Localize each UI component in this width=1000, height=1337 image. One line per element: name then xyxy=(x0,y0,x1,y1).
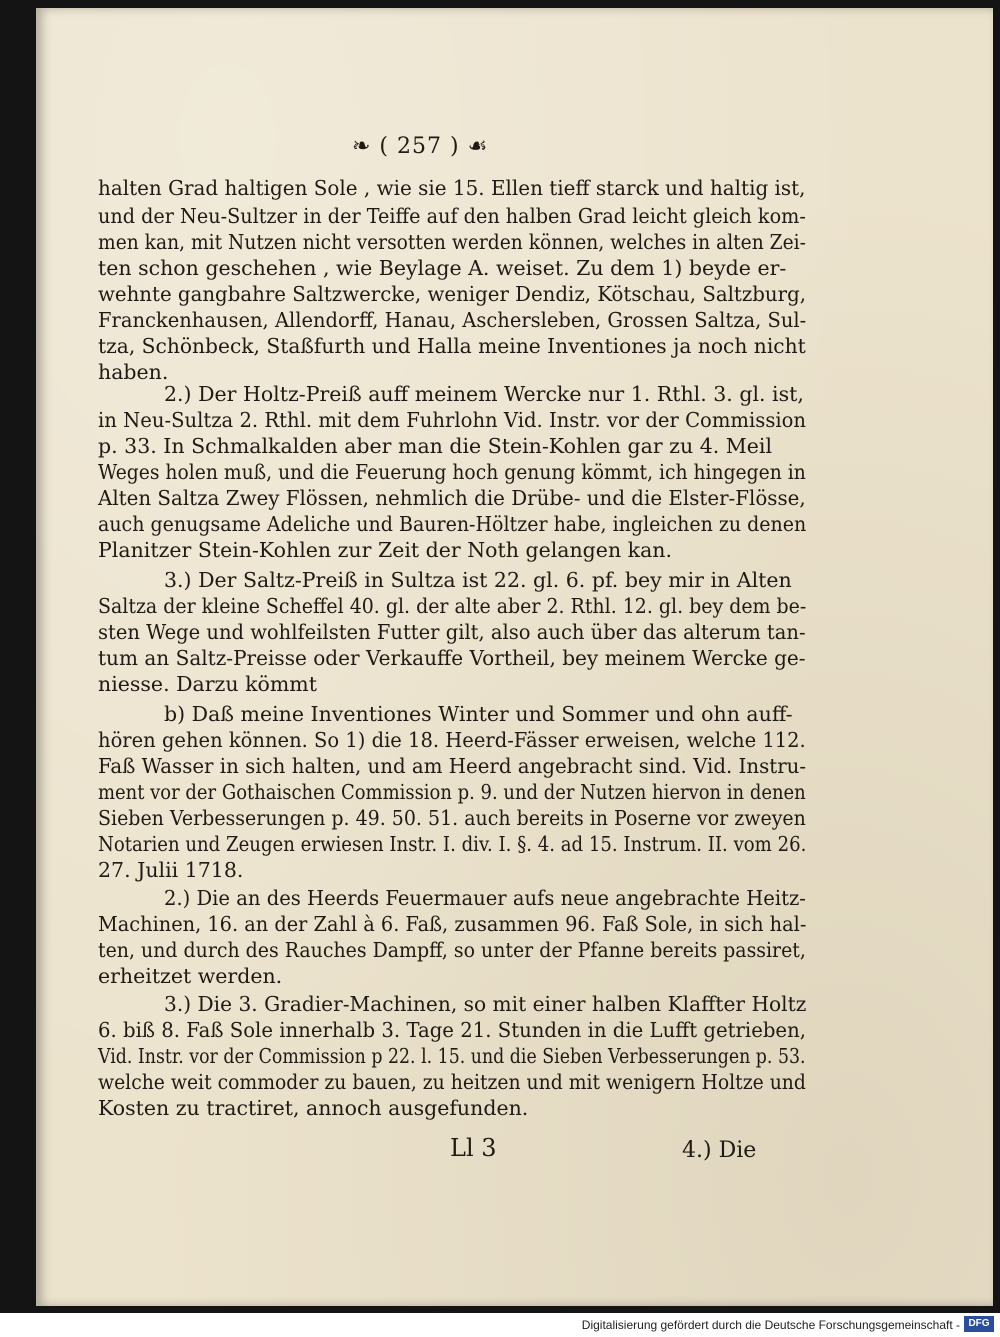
text-line: 3.) Die 3. Gradier-Machinen, so mit einer halben Klaffter Holtz xyxy=(164,992,807,1016)
text-line: Planitzer Stein-Kohlen zur Zeit der Noth gelangen kan. xyxy=(98,538,673,562)
text-line: ment vor der Gothaischen Commission p. 9. und der Nutzen hiervon in denen xyxy=(98,780,806,804)
text-line: Notarien und Zeugen erwiesen Instr. I. div. I. §. 4. ad 15. Instrum. II. vom 26. xyxy=(98,832,807,856)
text-line: 2.) Der Holtz-Preiß auff meinem Wercke nur 1. Rthl. 3. gl. ist, xyxy=(164,382,804,406)
signature-mark: Ll 3 xyxy=(450,1134,497,1162)
text-line: tza, Schönbeck, Staßfurth und Halla meine Inventiones ja noch nicht xyxy=(98,334,806,358)
text-line: Vid. Instr. vor der Commission p 22. l. 15. und die Sieben Verbesserungen p. 53. xyxy=(98,1044,806,1068)
text-line: sten Wege und wohlfeilsten Futter gilt, also auch über das alterum tan- xyxy=(98,620,806,644)
book-page xyxy=(36,8,993,1306)
text-line: Alten Saltza Zwey Flössen, nehmlich die Drübe- und die Elster-Flösse, xyxy=(98,486,806,510)
text-line: Sieben Verbesserungen p. 49. 50. 51. auch bereits in Poserne vor zweyen xyxy=(98,806,806,830)
text-line: erheitzet werden. xyxy=(98,964,283,988)
text-line: und der Neu-Sultzer in der Teiffe auf den halben Grad leicht gleich kom- xyxy=(98,204,806,228)
text-line: ten schon geschehen , wie Beylage A. weiset. Zu dem 1) beyde er- xyxy=(98,256,787,280)
text-line: ten, und durch des Rauches Dampff, so unter der Pfanne bereits passiret, xyxy=(98,938,806,962)
text-line: b) Daß meine Inventiones Winter und Sommer und ohn auff- xyxy=(164,702,793,726)
text-line: auch genugsame Adeliche und Bauren-Höltzer habe, ingleichen zu denen xyxy=(98,512,807,536)
text-line: 2.) Die an des Heerds Feuermauer aufs neue angebrachte Heitz- xyxy=(164,886,806,910)
text-line: Saltza der kleine Scheffel 40. gl. der alte aber 2. Rthl. 12. gl. bey dem be- xyxy=(98,594,807,618)
text-line: haben. xyxy=(98,360,169,384)
text-line: halten Grad haltigen Sole , wie sie 15. Ellen tieff starck und haltig ist, xyxy=(98,176,806,200)
catchword: 4.) Die xyxy=(682,1138,757,1163)
text-line: welche weit commoder zu bauen, zu heitzen und mit wenigern Holtze und xyxy=(98,1070,806,1094)
text-line: Kosten zu tractiret, annoch ausgefunden. xyxy=(98,1096,529,1120)
text-line: niesse. Darzu kömmt xyxy=(98,672,317,696)
text-line: Franckenhausen, Allendorff, Hanau, Aschersleben, Grossen Saltza, Sul- xyxy=(98,308,807,332)
text-line: hören gehen können. So 1) die 18. Heerd-Fässer erweisen, welche 112. xyxy=(98,728,806,752)
text-line: men kan, mit Nutzen nicht versotten werden können, welches in alten Zei- xyxy=(98,230,806,254)
text-line: 27. Julii 1718. xyxy=(98,858,244,882)
dfg-logo-icon: DFG xyxy=(964,1316,994,1332)
funding-notice: Digitalisierung gefördert durch die Deutsche Forschungsgemeinschaft - xyxy=(581,1318,960,1332)
text-line: Weges holen muß, und die Feuerung hoch genung kömmt, ich hingegen in xyxy=(98,460,806,484)
text-line: in Neu-Sultza 2. Rthl. mit dem Fuhrlohn Vid. Instr. vor der Commission xyxy=(98,408,807,432)
text-line: p. 33. In Schmalkalden aber man die Stein-Kohlen gar zu 4. Meil xyxy=(98,434,773,458)
page-header: ❧ ( 257 ) ☙ xyxy=(352,134,489,159)
text-line: tum an Saltz-Preisse oder Verkauffe Vortheil, bey meinem Wercke ge- xyxy=(98,646,806,670)
text-line: 3.) Der Saltz-Preiß in Sultza ist 22. gl. 6. pf. bey mir in Alten xyxy=(164,568,792,592)
text-line: Machinen, 16. an der Zahl à 6. Faß, zusammen 96. Faß Sole, in sich hal- xyxy=(98,912,807,936)
text-line: Faß Wasser in sich halten, und am Heerd angebracht sind. Vid. Instru- xyxy=(98,754,807,778)
text-line: wehnte gangbahre Saltzwercke, weniger Dendiz, Kötschau, Saltzburg, xyxy=(98,282,806,306)
text-line: 6. biß 8. Faß Sole innerhalb 3. Tage 21. Stunden in die Lufft getrieben, xyxy=(98,1018,806,1042)
